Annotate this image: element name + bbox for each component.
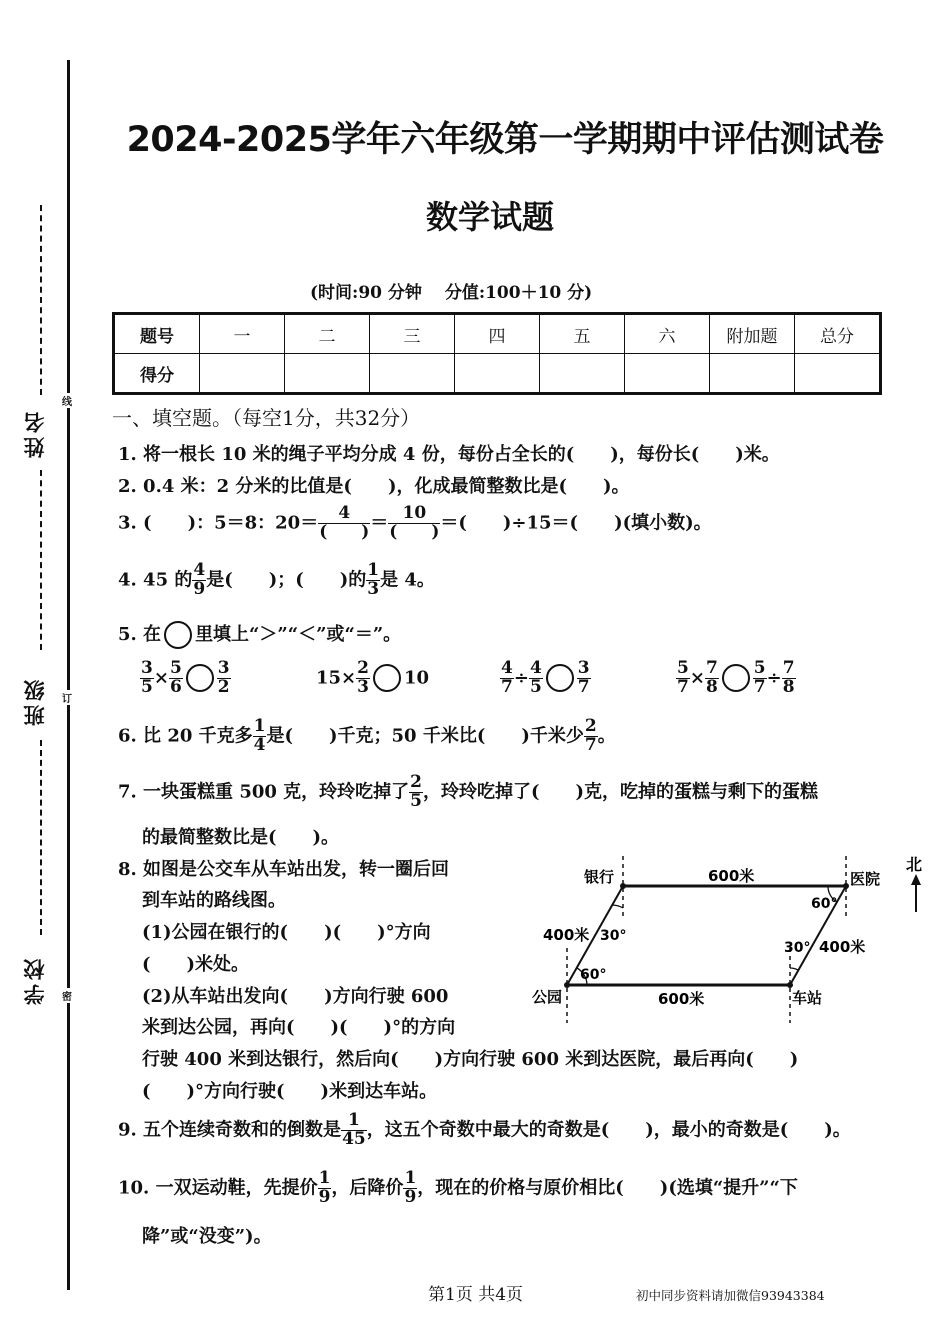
q3-part-a: 3. ( )：5＝8：20＝	[118, 512, 319, 534]
score-cell[interactable]	[200, 354, 285, 394]
fraction	[192, 562, 206, 599]
numerator: 3	[577, 658, 590, 678]
score-header-cell: 六	[625, 314, 710, 354]
numerator: 5	[677, 658, 689, 678]
numerator: 2	[410, 772, 423, 792]
denominator: 7	[677, 676, 689, 697]
mark-line: 线	[62, 393, 72, 408]
class-underline	[40, 470, 42, 650]
bank-label: 银行	[584, 868, 615, 886]
q5-expression-2	[316, 660, 429, 697]
score-cell[interactable]	[540, 354, 625, 394]
mark-order: 订	[62, 690, 72, 705]
question-8-line1: 8. 如图是公交车从车站出发，转一圈后回	[118, 859, 450, 880]
q5-expression-3	[500, 660, 591, 697]
hospital-label: 医院	[850, 870, 881, 888]
circle-blank-icon	[164, 621, 192, 649]
denominator: 45	[342, 1128, 366, 1149]
angle-park-label: 60°	[580, 967, 607, 983]
numerator: 5	[169, 658, 182, 678]
fraction	[577, 660, 591, 697]
compare-circle[interactable]	[722, 664, 750, 692]
denominator: 5	[141, 676, 153, 697]
section-heading: 一、填空题。（每空1分，共32分）	[112, 406, 421, 430]
question-6	[118, 718, 616, 755]
score-cell[interactable]	[625, 354, 710, 394]
numerator: 2	[584, 716, 597, 736]
time-info: (时间:90 分钟 分值:100＋10 分)	[310, 283, 593, 303]
park-label: 公园	[532, 988, 563, 1006]
name-label: 姓名	[22, 408, 47, 458]
denominator: 3	[357, 676, 369, 697]
fraction	[584, 718, 598, 755]
question-5	[118, 620, 401, 649]
angle-hospital-label: 60°	[811, 896, 838, 912]
school-label: 学校	[22, 955, 47, 1005]
watermark-text: 初中同步资料请加微信93943384	[636, 1288, 825, 1303]
score-cell[interactable]	[370, 354, 455, 394]
hospital-point	[843, 883, 849, 889]
question-8-line7: 行驶 400 米到达银行，然后向( )方向行驶 600 米到达医院，最后再向( )	[142, 1049, 799, 1070]
fraction	[500, 660, 514, 697]
equals-sign: ＝	[370, 512, 389, 534]
operator: ÷	[766, 667, 782, 689]
numerator: 3	[141, 658, 153, 678]
question-8-line2: 到车站的路线图。	[142, 890, 286, 911]
compare-circle[interactable]	[546, 664, 574, 692]
score-header-cell: 四	[455, 314, 540, 354]
score-table-score-row	[114, 354, 881, 394]
q5-e2-part-a: 15×	[316, 667, 357, 689]
denominator: 7	[501, 676, 513, 697]
question-4	[118, 562, 435, 599]
q10-part-a: 10. 一双运动鞋，先提价	[118, 1177, 318, 1199]
q9-part-b: ，这五个奇数中最大的奇数是( )，最小的奇数是( )。	[366, 1119, 851, 1141]
school-underline	[40, 740, 42, 935]
q7-part-b: ，玲玲吃掉了( )克，吃掉的蛋糕与剩下的蛋糕	[423, 781, 819, 803]
denominator: 9	[193, 578, 206, 599]
fraction	[318, 505, 370, 542]
binding-line	[67, 60, 70, 1290]
q5-expression-1	[140, 660, 231, 697]
fraction	[403, 1170, 417, 1207]
score-header-cell: 二	[285, 314, 370, 354]
north-label: 北	[905, 855, 923, 874]
denominator: 8	[782, 676, 795, 697]
q5-e2-part-c: 10	[403, 667, 430, 689]
compare-circle[interactable]	[186, 664, 214, 692]
question-2: 2. 0.4 米：2 分米的比值是( )，化成最简整数比是( )。	[118, 476, 630, 497]
question-1: 1. 将一根长 10 米的绳子平均分成 4 份，每份占全长的( )，每份长( )米。	[118, 444, 780, 465]
route-map	[530, 848, 930, 1028]
fraction	[140, 660, 154, 697]
station-point	[787, 982, 793, 988]
question-8-line4: ( )米处。	[142, 954, 250, 975]
score-header-cell: 一	[200, 314, 285, 354]
numerator: 4	[193, 560, 206, 580]
denominator: 7	[753, 676, 766, 697]
mark-seal: 密	[62, 988, 72, 1003]
q4-part-a: 4. 45 的	[118, 569, 193, 591]
score-header-cell: 三	[370, 314, 455, 354]
score-table-header-row	[114, 314, 881, 354]
fraction	[705, 660, 719, 697]
denominator: 9	[318, 1186, 331, 1207]
angle-arc-bank	[612, 905, 623, 908]
question-8-line6: 米到达公园，再向( )( )°的方向	[142, 1017, 456, 1038]
q6-part-a: 6. 比 20 千克多	[118, 725, 253, 747]
q5-text: 5. 在	[118, 624, 162, 645]
left-distance-label: 400米	[543, 926, 590, 944]
denominator: ( )	[319, 521, 370, 542]
score-header-cell: 五	[540, 314, 625, 354]
numerator: 4	[501, 658, 513, 678]
station-label: 车站	[792, 989, 823, 1007]
fraction	[356, 660, 370, 697]
numerator: 7	[782, 658, 795, 678]
denominator: 7	[577, 676, 590, 697]
score-header-cell: 总分	[795, 314, 881, 354]
q3-part-b: ＝( )÷15＝( )(填小数)。	[440, 512, 712, 534]
q10-part-c: ，现在的价格与原价相比( )(选填“提升”“下	[417, 1177, 798, 1199]
numerator: 7	[705, 658, 718, 678]
fraction	[366, 562, 380, 599]
question-9	[118, 1112, 851, 1149]
denominator: 9	[404, 1186, 417, 1207]
question-10	[118, 1170, 798, 1207]
angle-arc-station	[790, 968, 798, 970]
score-cell[interactable]	[795, 354, 881, 394]
numerator: 1	[253, 716, 266, 736]
fraction	[529, 660, 543, 697]
page-number: 第1页 共4页	[428, 1285, 524, 1305]
score-table	[112, 312, 882, 395]
right-distance-label: 400米	[819, 938, 866, 956]
numerator: 10	[388, 505, 440, 524]
question-8-line5: (2)从车站出发向( )方向行驶 600	[142, 986, 449, 1007]
denominator: 2	[217, 676, 230, 697]
q7-part-a: 7. 一块蛋糕重 500 克，玲玲吃掉了	[118, 781, 410, 803]
numerator: 5	[753, 658, 766, 678]
score-header-cell: 附加题	[710, 314, 795, 354]
class-label: 班级	[22, 676, 47, 726]
numerator: 3	[217, 658, 230, 678]
numerator: 4	[318, 505, 370, 524]
fraction	[253, 718, 267, 755]
numerator: 1	[318, 1168, 331, 1188]
angle-station-label: 30°	[784, 940, 811, 956]
q4-part-c: 是 4。	[380, 569, 435, 591]
q6-part-c: 。	[597, 725, 616, 747]
denominator: 3	[367, 578, 380, 599]
fraction	[341, 1112, 367, 1149]
question-8-line8: ( )°方向行驶( )米到达车站。	[142, 1081, 438, 1102]
fraction	[318, 1170, 332, 1207]
question-10-line2: 降”或“没变”)。	[142, 1226, 272, 1247]
numerator: 4	[529, 658, 542, 678]
question-7-line2: 的最简整数比是( )。	[142, 827, 340, 848]
denominator: 5	[410, 790, 423, 811]
q5-expression-4	[676, 660, 796, 697]
fraction	[676, 660, 690, 697]
exam-title: 2024-2025学年六年级第一学期期中评估测试卷	[126, 120, 884, 160]
denominator: 6	[169, 676, 182, 697]
park-point	[564, 982, 570, 988]
denominator: 8	[705, 676, 718, 697]
operator: ×	[689, 667, 705, 689]
score-row-label: 得分	[114, 354, 200, 394]
top-distance-label: 600米	[708, 867, 755, 885]
score-header-cell: 题号	[114, 314, 200, 354]
fraction	[169, 660, 183, 697]
fraction	[753, 660, 767, 697]
bank-point	[620, 883, 626, 889]
denominator: 4	[253, 734, 266, 755]
numerator: 1	[367, 560, 380, 580]
compare-circle[interactable]	[373, 664, 401, 692]
score-cell[interactable]	[710, 354, 795, 394]
q5-text2: 里填上“＞”“＜”或“＝”。	[195, 624, 402, 645]
numerator: 1	[341, 1112, 367, 1131]
q10-part-b: ，后降价	[331, 1177, 404, 1199]
angle-bank-label: 30°	[600, 928, 627, 944]
denominator: ( )	[389, 521, 440, 542]
score-cell[interactable]	[285, 354, 370, 394]
operator: ÷	[513, 667, 529, 689]
north-arrow-icon	[911, 874, 921, 885]
question-7	[118, 774, 818, 811]
exam-subtitle: 数学试题	[425, 198, 554, 236]
fraction	[388, 505, 440, 542]
question-3	[118, 505, 712, 542]
fraction	[782, 660, 796, 697]
fraction	[409, 774, 423, 811]
numerator: 2	[357, 658, 369, 678]
bottom-distance-label: 600米	[658, 990, 705, 1008]
operator: ×	[153, 667, 169, 689]
numerator: 1	[404, 1168, 417, 1188]
q4-part-b: 是( )；( )的	[206, 569, 367, 591]
question-8-line3: (1)公园在银行的( )( )°方向	[142, 922, 431, 943]
fraction	[217, 660, 231, 697]
denominator: 5	[529, 676, 542, 697]
score-cell[interactable]	[455, 354, 540, 394]
denominator: 7	[584, 734, 597, 755]
q6-part-b: 是( )千克；50 千米比( )千米少	[266, 725, 584, 747]
q9-part-a: 9. 五个连续奇数和的倒数是	[118, 1119, 342, 1141]
